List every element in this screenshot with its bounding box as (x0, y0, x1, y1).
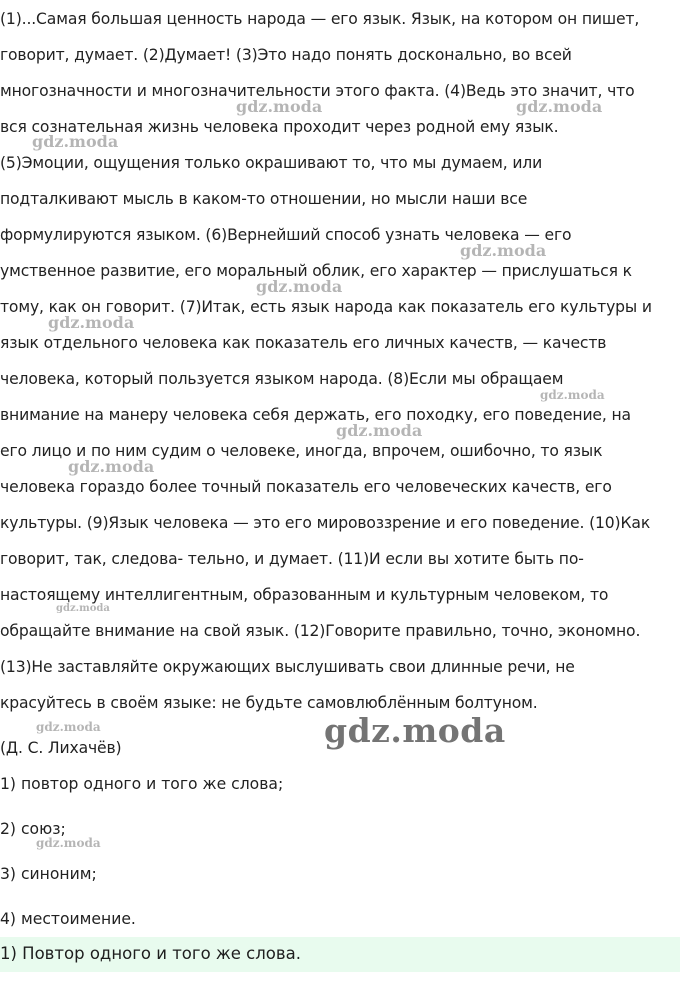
watermark: gdz.moda (516, 97, 603, 116)
text-line-15: культуры. (9)Язык человека — это его мировоззрение и его поведение. (10)Как (0, 514, 651, 532)
option-4: 4) местоимение. (0, 910, 136, 928)
watermark: gdz.moda (48, 313, 135, 332)
watermark: gdz.moda (256, 277, 343, 296)
watermark: gdz.moda (56, 603, 110, 614)
text-line-11: человека, который пользуется языком народа. (8)Если мы обращаем (0, 370, 564, 388)
text-line-1: (1)...Самая большая ценность народа — его язык. Язык, на котором он пишет, (0, 10, 640, 28)
text-line-7: формулируются языком. (6)Вернейший способ узнать человека — его (0, 226, 572, 244)
text-line-16: говорит, так, следова- тельно, и думает. (11)И если вы хотите быть по- (0, 550, 584, 568)
answer-text: 1) Повтор одного и того же слова. (0, 944, 301, 963)
text-line-20: красуйтесь в своём языке: не будьте самовлюблённым болтуном. (0, 694, 538, 712)
text-line-9: тому, как он говорит. (7)Итак, есть язык народа как показатель его культуры и (0, 298, 652, 316)
text-line-18: обращайте внимание на свой язык. (12)Говорите правильно, точно, экономно. (0, 622, 641, 640)
text-line-14: человека гораздо более точный показатель его человеческих качеств, его (0, 478, 612, 496)
watermark: gdz.moda (336, 421, 423, 440)
text-line-5: (5)Эмоции, ощущения только окрашивают то, что мы думаем, или (0, 154, 543, 172)
text-line-10: язык отдельного человека как показатель его личных качеств, — качеств (0, 334, 607, 352)
option-3: 3) синоним; (0, 865, 97, 883)
text-line-4: вся сознательная жизнь человека проходит через родной ему язык. (0, 118, 559, 136)
text-line-17: настоящему интеллигентным, образованным и культурным человеком, то (0, 586, 609, 604)
text-line-12: внимание на манеру человека себя держать, его походку, его поведение, на (0, 406, 631, 424)
text-line-2: говорит, думает. (2)Думает! (3)Это надо понять досконально, во всей (0, 46, 572, 64)
watermark: gdz.moda (36, 720, 101, 734)
answer-box (0, 937, 680, 972)
watermark: gdz.moda (540, 388, 605, 402)
text-line-19: (13)Не заставляйте окружающих выслушивать свои длинные речи, не (0, 658, 575, 676)
author-line: (Д. С. Лихачёв) (0, 739, 122, 757)
watermark: gdz.moda (32, 132, 119, 151)
watermark-large: gdz.moda (324, 711, 506, 750)
option-2: 2) союз; (0, 820, 66, 838)
option-1: 1) повтор одного и того же слова; (0, 775, 284, 793)
watermark: gdz.moda (460, 241, 547, 260)
text-line-13: его лицо и по ним судим о человеке, иногда, впрочем, ошибочно, то язык (0, 442, 603, 460)
text-line-6: подталкивают мысль в каком-то отношении, но мысли наши все (0, 190, 528, 208)
text-line-8: умственное развитие, его моральный облик, его характер — прислушаться к (0, 262, 632, 280)
watermark: gdz.moda (236, 97, 323, 116)
text-line-3: многозначности и многозначительности этого факта. (4)Ведь это значит, что (0, 82, 635, 100)
watermark: gdz.moda (36, 836, 101, 850)
watermark: gdz.moda (68, 457, 155, 476)
